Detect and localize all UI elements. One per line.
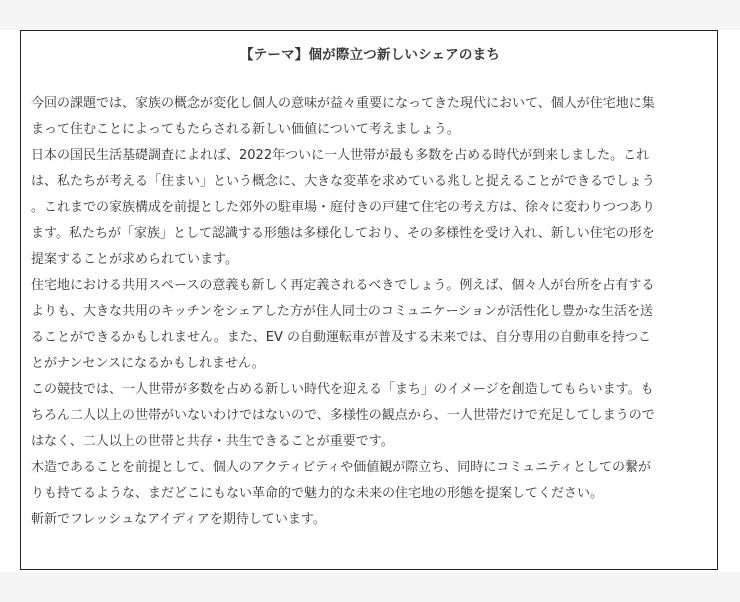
paragraph-line: 斬新でフレッシュなアイディアを期待しています。 [31, 512, 326, 527]
page [0, 30, 740, 572]
paragraph-shared-space [31, 273, 711, 377]
paragraph-line: 。これまでの家族構成を前提とした郊外の駐車場・庭付きの戸建て住宅の考え方は、徐々に変わりつつあり [31, 200, 656, 215]
paragraph-line: よりも、大きな共用のキッチンをシェアした方が住人同士のコミュニケーションが活性化し豊かな生活を送 [31, 304, 654, 319]
paragraph-competition [31, 377, 711, 455]
paragraph-line: 今回の課題では、家族の概念が変化し個人の意味が益々重要になってきた現代において、個人が住宅地に集 [31, 96, 655, 111]
paragraph-line: りも持てるような、まだどこにもない革命的で魅力的な未来の住宅地の形態を提案してください。 [31, 486, 604, 501]
paragraph-proposal [31, 455, 711, 507]
document-frame [20, 30, 718, 570]
paragraph-line: は、私たちが考える「住まい」という概念に、大きな変革を求めている兆しと捉えることができるでしょう [31, 174, 655, 189]
paragraph-survey [31, 143, 711, 273]
paragraph-line: ることができるかもしれません。また、EV の自動運転車が普及する未来では、自分専用の自動車を持つこ [31, 330, 652, 345]
paragraph-closing [31, 507, 711, 533]
paragraph-line: この競技では、一人世帯が多数を占める新しい時代を迎える「まち」のイメージを創造してもらいます。も [31, 382, 654, 397]
document-title: 【テーマ】個が際立つ新しいシェアのまち [239, 47, 501, 63]
paragraph-line: まって住むことによってもたらされる新しい価値について考えましょう。 [31, 122, 460, 137]
paragraph-line: 住宅地における共用スペースの意義も新しく再定義されるべきでしょう。例えば、個々人が台所を占有する [31, 278, 655, 293]
paragraph-line: 提案することが求められています。 [31, 252, 238, 267]
document-body [31, 91, 711, 533]
paragraph-intro [31, 91, 711, 143]
paragraph-line: ます。私たちが「家族」として認識する形態は多様化しており、その多様性を受け入れ、新しい住宅の形を [31, 226, 655, 241]
paragraph-line: ちろん二人以上の世帯がいないわけではないので、多様性の観点から、一人世帯だけで充足してしまうので [31, 408, 655, 423]
paragraph-line: 日本の国民生活基礎調査によれば、2022年ついに一人世帯が最も多数を占める時代が到来しました。これ [31, 148, 650, 163]
paragraph-line: 木造であることを前提として、個人のアクティビティや価値観が際立ち、同時にコミュニティとしての繋が [31, 460, 651, 475]
paragraph-line: とがナンセンスになるかもしれません。 [31, 356, 265, 371]
paragraph-line: はなく、二人以上の世帯と共存・共生できることが重要です。 [31, 434, 394, 449]
